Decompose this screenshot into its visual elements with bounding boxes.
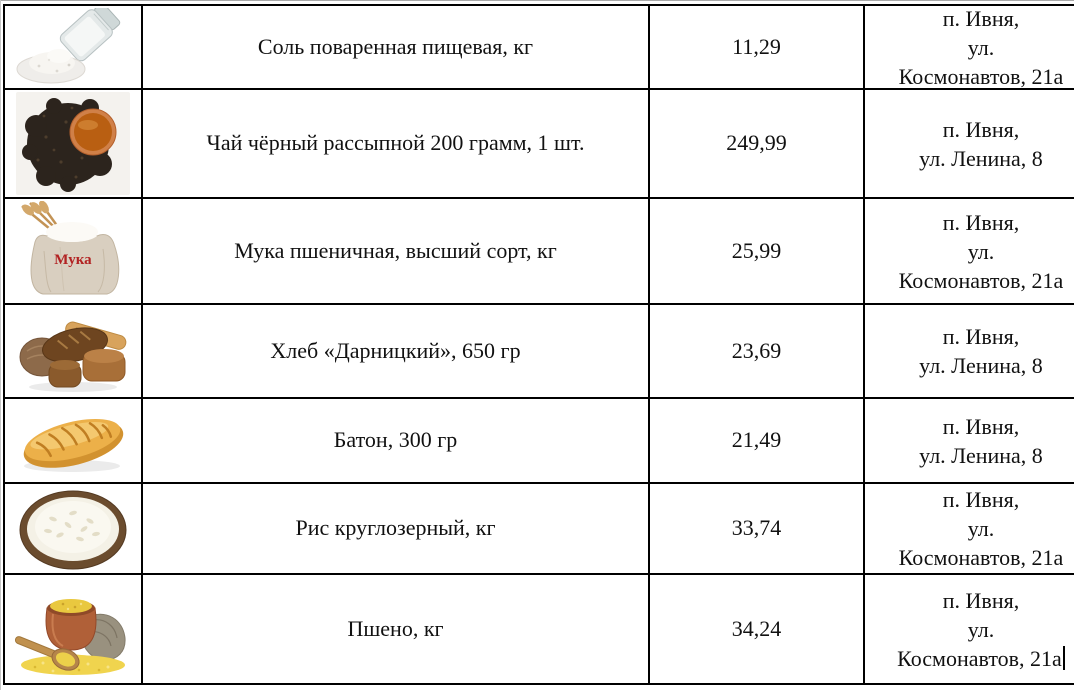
address-line: Космонавтов, 21а bbox=[897, 644, 1065, 673]
address-line: Космонавтов, 21а bbox=[898, 63, 1064, 89]
baton-image bbox=[12, 404, 134, 478]
product-image-cell[interactable] bbox=[5, 484, 143, 575]
product-name-cell[interactable] bbox=[143, 305, 650, 399]
address-cell[interactable] bbox=[865, 399, 1074, 484]
price-value: 249,99 bbox=[726, 130, 787, 156]
black-tea-image bbox=[16, 92, 130, 195]
address-cell[interactable] bbox=[865, 6, 1074, 90]
address-line: ул. bbox=[967, 34, 995, 60]
product-image-cell[interactable] bbox=[5, 6, 143, 90]
product-name-cell[interactable] bbox=[143, 399, 650, 484]
price-cell[interactable] bbox=[650, 399, 865, 484]
product-name-cell[interactable] bbox=[143, 6, 650, 90]
address-cell[interactable] bbox=[865, 90, 1074, 199]
address-cell[interactable] bbox=[865, 305, 1074, 399]
address-line: п. Ивня, bbox=[942, 116, 1020, 142]
product-name-cell[interactable] bbox=[143, 575, 650, 685]
table-row-salt bbox=[5, 6, 1074, 90]
price-value: 25,99 bbox=[731, 237, 782, 263]
address-line: ул. bbox=[967, 616, 995, 642]
product-name: Чай чёрный рассыпной 200 грамм, 1 шт. bbox=[206, 130, 585, 156]
table-row-millet bbox=[5, 575, 1074, 685]
address-line: ул. Ленина, 8 bbox=[919, 442, 1043, 468]
address-line: ул. Ленина, 8 bbox=[919, 353, 1043, 378]
product-name-cell[interactable] bbox=[143, 484, 650, 575]
price-cell[interactable] bbox=[650, 6, 865, 90]
product-name: Соль поваренная пищевая, кг bbox=[257, 33, 534, 59]
address-line: п. Ивня, bbox=[942, 6, 1020, 31]
screenshot-crop-line-top bbox=[0, 0, 1074, 1]
product-image-cell[interactable] bbox=[5, 575, 143, 685]
address-line: п. Ивня, bbox=[942, 413, 1020, 439]
address-line: Космонавтов, 21а bbox=[898, 267, 1064, 293]
salt-shaker-image bbox=[9, 8, 137, 86]
price-value: 33,74 bbox=[731, 515, 782, 541]
table-row-bread bbox=[5, 305, 1074, 399]
product-image-cell[interactable] bbox=[5, 399, 143, 484]
product-image-cell[interactable] bbox=[5, 305, 143, 399]
price-value: 34,24 bbox=[731, 615, 782, 641]
product-image-cell[interactable] bbox=[5, 90, 143, 199]
product-name: Рис круглозерный, кг bbox=[295, 515, 496, 541]
table-row-tea bbox=[5, 90, 1074, 199]
price-table bbox=[3, 4, 1074, 685]
product-name-cell[interactable] bbox=[143, 199, 650, 305]
price-cell[interactable] bbox=[650, 575, 865, 685]
millet-pot-image bbox=[13, 578, 133, 680]
address-line: Космонавтов, 21а bbox=[898, 545, 1064, 570]
address-line: п. Ивня, bbox=[942, 209, 1020, 235]
product-image-cell[interactable] bbox=[5, 199, 143, 305]
product-name-cell[interactable] bbox=[143, 90, 650, 199]
product-name: Пшено, кг bbox=[347, 615, 444, 641]
address-cell[interactable] bbox=[865, 575, 1074, 685]
flour-sack-label: Мука bbox=[54, 252, 92, 268]
table-row-rice bbox=[5, 484, 1074, 575]
address-cell[interactable] bbox=[865, 199, 1074, 305]
darnitsky-bread-image bbox=[15, 307, 131, 395]
table-row-flour bbox=[5, 199, 1074, 305]
address-line: п. Ивня, bbox=[942, 487, 1020, 512]
address-line: ул. bbox=[967, 516, 995, 541]
price-cell[interactable] bbox=[650, 305, 865, 399]
address-cell[interactable] bbox=[865, 484, 1074, 575]
price-value: 11,29 bbox=[732, 33, 781, 59]
price-value: 21,49 bbox=[731, 427, 782, 453]
text-cursor bbox=[1063, 646, 1065, 670]
price-cell[interactable] bbox=[650, 199, 865, 305]
table-row-baton bbox=[5, 399, 1074, 484]
price-cell[interactable] bbox=[650, 90, 865, 199]
address-line: п. Ивня, bbox=[942, 324, 1020, 349]
address-line: ул. bbox=[967, 238, 995, 264]
address-line: п. Ивня, bbox=[942, 587, 1020, 613]
flour-sack-image bbox=[10, 201, 136, 301]
price-value: 23,69 bbox=[731, 337, 782, 363]
price-cell[interactable] bbox=[650, 484, 865, 575]
screenshot-crop-line-left bbox=[0, 0, 1, 690]
rice-image bbox=[18, 487, 128, 571]
address-line: ул. Ленина, 8 bbox=[919, 145, 1043, 171]
product-name: Мука пшеничная, высший сорт, кг bbox=[234, 237, 557, 263]
product-name: Батон, 300 гр bbox=[333, 427, 458, 453]
product-name: Хлеб «Дарницкий», 650 гр bbox=[270, 337, 521, 363]
